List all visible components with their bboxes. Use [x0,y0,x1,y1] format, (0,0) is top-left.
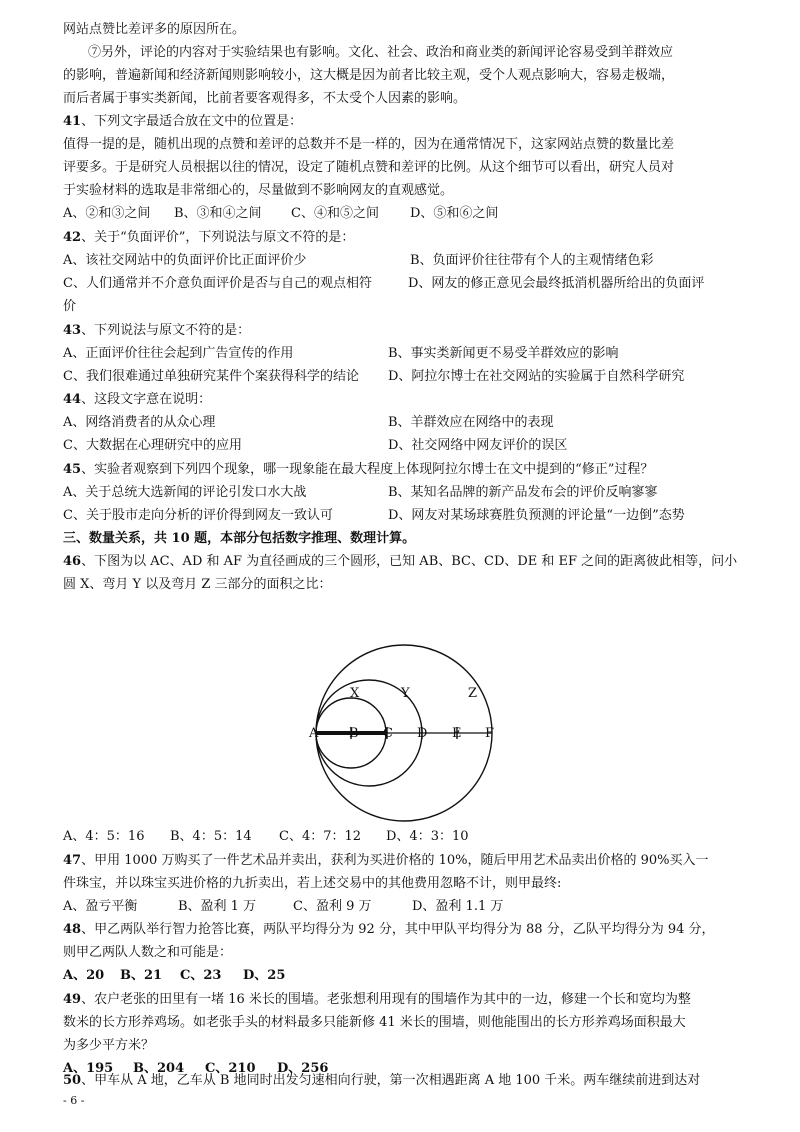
question-number: 49 [63,992,82,1007]
label-y: Y [401,686,410,701]
three-circles-figure [300,598,510,830]
question-text: 、甲车从 A 地，乙车从 B 地同时出发匀速相向行驶，第一次相遇距离 A 地 100 千米。两车继续前进到达对 [81,1073,701,1088]
question-41-quote-line: 值得一提的是，随机出现的点赞和差评的总数并不是一样的，因为在通常情况下，这家网站点赞的数量比差 [63,137,675,152]
question-41-options [63,205,498,223]
question-number: 50 [63,1073,82,1088]
option-a: A、4：5：16 [63,829,145,844]
option-c: C、4：7：12 [279,829,362,844]
option-d: D、4：3：10 [386,829,469,844]
option-c: C、人们通常并不介意负面评价是否与自己的观点相符 [63,276,372,291]
question-46-options [63,828,469,846]
question-48-stem-continued: 则甲乙两队人数之和可能是： [63,945,233,960]
paragraph-7-line: 而后者属于事实类新闻，比前者要客观得多，不太受个人因素的影响。 [63,91,467,106]
question-47-stem [63,852,709,870]
option-d: D、阿拉尔博士在社交网站的实验属于自然科学研究 [388,369,685,384]
question-49-stem-continued: 为多少平方米？ [63,1038,155,1053]
label-f: F [485,726,495,741]
label-x: X [350,686,360,701]
label-c: C [383,726,393,741]
option-a: A、关于总统大选新闻的评论引发口水大战 [63,485,307,500]
page-number: - 6 - [63,1094,85,1107]
question-text: 、下列说法与原文不符的是： [81,323,251,338]
circles-diagram [300,598,510,830]
question-41-quote-line: 评要多。于是研究人员根据以往的情况，设定了随机点赞和差评的比例。从这个细节可以看出，研究人员对 [63,160,675,175]
question-number: 41 [63,114,82,129]
question-number: 44 [63,392,82,407]
option-d-continued: 价 [63,299,77,314]
paragraph-7-line: 的影响，普遍新闻和经济新闻则影响较小，这大概是因为前者比较主观，受个人观点影响大，容易走极端， [63,68,675,83]
question-44-stem [63,391,211,409]
option-d: D、盈利 1.1 万 [412,899,504,914]
option-b: B、4：5：14 [170,829,252,844]
question-45-stem [63,461,653,479]
option-b: B、③和④之间 [174,206,262,221]
option-a: A、20 [63,968,105,983]
option-b: B、某知名品牌的新产品发布会的评价反响寥寥 [388,485,658,500]
question-47-options [63,898,503,916]
question-text: 、下图为以 AC、AD 和 AF 为直径画成的三个圆形，已知 AB、BC、CD、DE 和 EF 之间的距离彼此相等，问小 [81,554,738,569]
question-46-stem [63,553,737,571]
option-a: A、盈亏平衡 [63,899,138,914]
question-text: 、下列文字最适合放在文中的位置是： [81,114,303,129]
option-a: A、该社交网站中的负面评价比正面评价少 [63,253,307,268]
question-49-stem-continued: 数米的长方形养鸡场。如老张手头的材料最多只能新修 41 米长的围墙，则他能围出的长方形养鸡场面积最大 [63,1015,686,1030]
paragraph-line: 网站点赞比差评多的原因所在。 [63,22,246,37]
option-c: C、210 [205,1061,256,1076]
question-text: 、这段文字意在说明： [81,392,212,407]
paragraph-7-line: ⑦另外，评论的内容对于实验结果也有影响。文化、社会、政治和商业类的新闻评论容易受到羊群效应 [88,45,674,60]
question-41-quote-line: 于实验材料的选取是非常细心的，尽量做到不影响网友的直观感觉。 [63,183,454,198]
option-a: A、②和③之间 [63,206,151,221]
question-number: 48 [63,922,82,937]
option-b: B、事实类新闻更不易受羊群效应的影响 [388,346,619,361]
label-b: B [349,726,359,741]
question-48-options [63,967,285,985]
question-text: 、农户老张的田里有一堵 16 米长的围墙。老张想利用现有的围墙作为其中的一边，修建一个长和宽均为整 [81,992,691,1007]
option-a: A、网络消费者的从众心理 [63,415,216,430]
question-number: 42 [63,230,82,245]
option-c: C、23 [180,968,222,983]
option-c: C、大数据在心理研究中的应用 [63,438,242,453]
question-text: 、甲用 1000 万购买了一件艺术品并卖出，获利为买进价格的 10%，随后甲用艺术品卖出价格的 90%买入一 [81,853,709,868]
option-c: C、关于股市走向分析的评价得到网友一致认可 [63,508,333,523]
label-d: D [417,726,428,741]
question-43-stem [63,322,250,340]
option-d: D、256 [277,1061,329,1076]
option-d: D、网友对某场球赛胜负预测的评论量“一边倒”态势 [388,508,685,523]
option-d: D、25 [243,968,286,983]
label-z: Z [468,686,478,701]
option-d: D、社交网络中网友评价的误区 [388,438,568,453]
question-47-stem-continued: 件珠宝，并以珠宝买进价格的九折卖出，若上述交易中的其他费用忽略不计，则甲最终: [63,876,562,891]
option-b: B、盈利 1 万 [178,899,257,914]
question-text: 、实验者观察到下列四个现象，哪一现象能在最大程度上体现阿拉尔博士在文中提到的“修正”过程？ [81,462,654,477]
question-49-stem [63,991,691,1009]
question-number: 46 [63,554,82,569]
option-b: B、21 [120,968,163,983]
option-b: B、204 [133,1061,185,1076]
question-41-stem [63,113,302,131]
question-48-stem [63,921,715,939]
question-number: 47 [63,853,82,868]
option-d: D、⑤和⑥之间 [410,206,499,221]
option-c: C、盈利 9 万 [293,899,372,914]
question-46-stem-continued: 圆 X、弯月 Y 以及弯月 Z 三部分的面积之比： [63,577,332,592]
option-c: C、④和⑤之间 [291,206,379,221]
option-c: C、我们很难通过单独研究某件个案获得科学的结论 [63,369,359,384]
label-e: E [452,726,462,741]
option-a: A、195 [63,1061,114,1076]
question-text: 、关于“负面评价”，下列说法与原文不符的是： [81,230,355,245]
question-50-stem [63,1072,700,1090]
question-text: 、甲乙两队举行智力抢答比赛，两队平均得分为 92 分，其中甲队平均得分为 88 分，乙队平均得分为 94 分， [81,922,715,937]
option-d: D、网友的修正意见会最终抵消机器所给出的负面评 [408,276,705,291]
option-b: B、羊群效应在网络中的表现 [388,415,554,430]
option-b: B、负面评价往往带有个人的主观情绪色彩 [410,253,654,268]
question-number: 45 [63,462,82,477]
question-number: 43 [63,323,82,338]
label-a: A [309,726,319,741]
section-heading: 三、数量关系，共 10 题，本部分包括数字推理、数理计算。 [63,531,416,546]
question-42-stem [63,229,354,247]
option-a: A、正面评价往往会起到广告宣传的作用 [63,346,294,361]
